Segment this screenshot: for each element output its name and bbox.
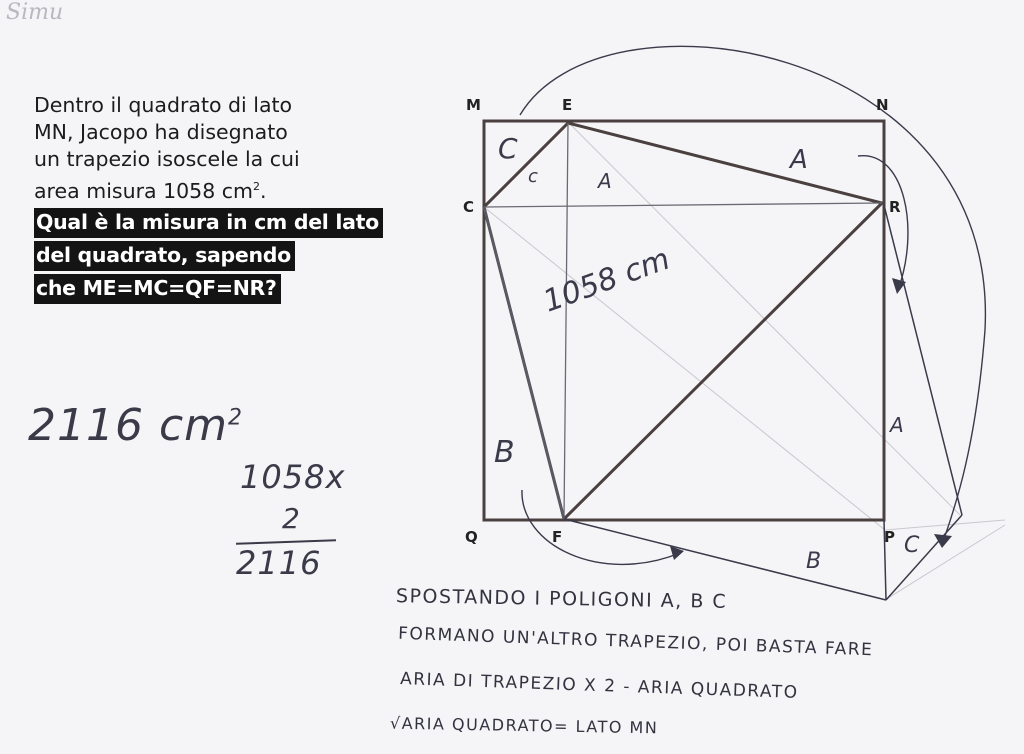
result-area-exponent: 2 <box>228 405 244 431</box>
label-n: N <box>876 96 889 114</box>
segment-cf <box>484 207 564 519</box>
arrows <box>520 46 985 564</box>
label-q: Q <box>465 528 478 546</box>
note-line-2: FORMANO UN'ALTRO TRAPEZIO, POI BASTA FARE <box>397 623 874 661</box>
result-area-value: 2116 cm <box>28 400 229 451</box>
note-line-3: ARIA DI TRAPEZIO X 2 - ARIA QUADRATO <box>399 669 799 703</box>
label-m: M <box>466 96 481 114</box>
hw-b-bottom: B <box>806 549 822 574</box>
multiplication-result: 2116 <box>236 544 322 582</box>
hw-c-top: C <box>498 132 518 165</box>
arrowheads <box>670 278 952 560</box>
area-suffix: . <box>260 178 267 203</box>
label-e: E <box>562 96 573 114</box>
problem-line-1: Dentro il quadrato di lato <box>34 93 293 117</box>
label-p: P <box>884 528 895 546</box>
square-outline <box>484 121 884 520</box>
segment-cr <box>484 203 882 207</box>
question-line-1: Qual è la misura in cm del lato <box>34 208 383 238</box>
problem-line-2: MN, Jacopo ha disegnato <box>34 120 288 144</box>
area-text: area misura 1058 cm <box>34 178 254 203</box>
problem-line-3: un trapezio isoscele la cui <box>34 147 300 171</box>
note-line-1: SPOSTANDO I POLIGONI A, B C <box>395 585 728 613</box>
hw-a-small: A <box>598 169 612 193</box>
question-line-2: del quadrato, sapendo <box>34 241 295 271</box>
label-r: R <box>889 198 901 216</box>
area-superscript: 2 <box>253 180 261 193</box>
hw-a-right: A <box>890 413 904 437</box>
trapezoid-outline <box>484 123 882 519</box>
hw-b-left: B <box>494 435 515 470</box>
top-scribble: Simu <box>6 0 64 25</box>
hw-c-bottom: C <box>904 533 920 558</box>
segment-ef <box>564 123 568 519</box>
label-f: F <box>552 528 563 546</box>
hw-a-top: A <box>790 145 808 175</box>
note-line-4: √ARIA QUADRATO= LATO MN <box>389 713 659 738</box>
label-c: C <box>463 198 475 216</box>
multiplication-factor: 2 <box>282 502 301 535</box>
multiplication-top: 1058x <box>240 458 346 496</box>
hw-area-note: 1058 cm <box>538 241 675 320</box>
question-line-3: che ME=MC=QF=NR? <box>34 274 281 304</box>
hw-c-small: c <box>528 166 538 187</box>
